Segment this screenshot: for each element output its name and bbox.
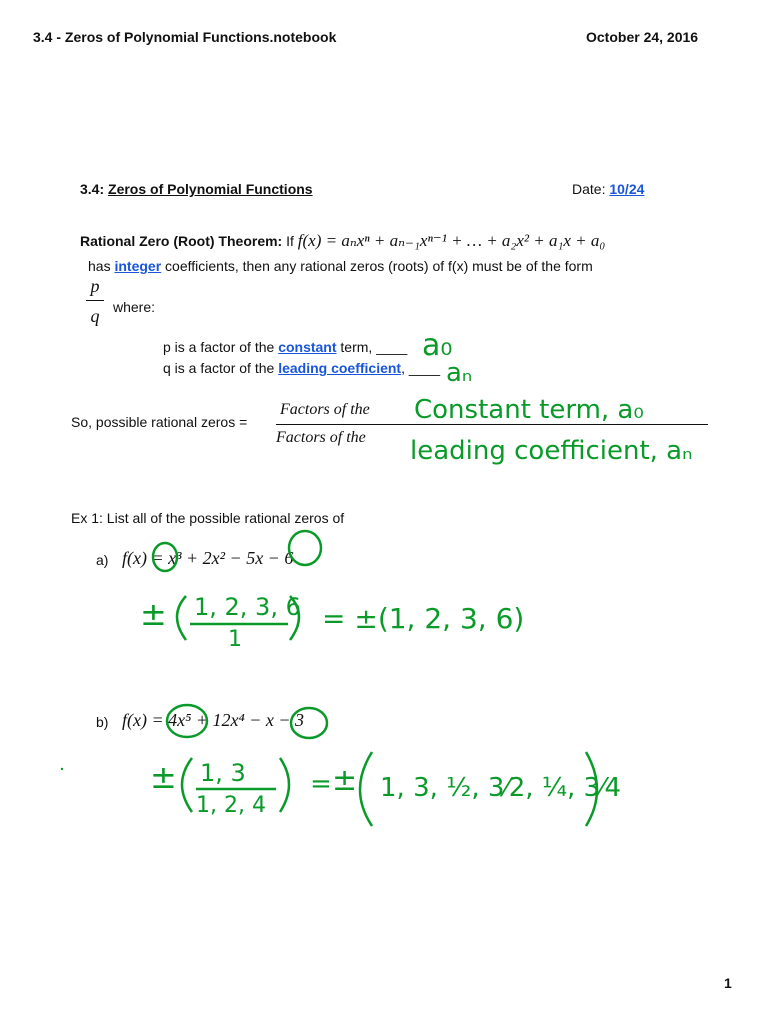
example-a-label: a) [96,552,109,568]
so-fraction-bar [276,424,708,425]
hw-denominator: leading coefficient, aₙ [410,436,693,466]
hw-dot [61,768,63,770]
hw-paren-close-b2 [586,752,597,826]
section-date [572,181,644,197]
so-denominator: Factors of the [276,429,366,446]
theorem-line-2 [88,258,593,274]
q-definition [163,360,440,376]
hw-paren-open-a [177,596,186,640]
example-a-formula: f(x) = x³ + 2x² − 5x − 6 [122,548,294,568]
section-number: 3.4: [80,181,105,197]
theorem-line [80,231,605,251]
theorem-line-2-text: coefficients, then any rational zeros (roots) of f(x) must be of the form [165,258,593,274]
theorem-if: If [286,233,294,249]
hw-b-result: 1, 3, ½, 3⁄2, ¼, 3⁄4 [380,773,621,803]
where-text: where: [113,299,156,315]
p-definition-text: p is a factor of the [163,339,275,355]
hw-a-den: 1 [228,627,242,652]
hw-paren-close-b [280,758,289,812]
example-b-formula: f(x) = 4x⁵ + 12x⁴ − x − 3 [122,710,305,730]
p-definition-tail: term, ____ [340,339,408,355]
hw-paren-open-b2 [360,752,372,826]
hw-an: aₙ [446,358,473,388]
page-number: 1 [724,975,732,991]
p-definition [163,339,407,355]
keyword-leading-coefficient: leading coefficient [278,360,402,376]
theorem-has: has [88,258,111,274]
keyword-constant: constant [278,339,337,355]
theorem-formula: f(x) = aₙxⁿ + aₙ₋₁xⁿ⁻¹ + … + a₂x² + a₁x + a₀ [297,231,606,250]
date-label: Date: [572,181,606,197]
q-definition-tail: , ____ [401,360,441,376]
fraction-p: p [90,276,100,296]
hw-pm-b: ± [150,758,177,796]
hw-b-equals: = [310,769,332,799]
section-heading [80,181,313,197]
hw-numerator: Constant term, a₀ [414,395,644,425]
q-definition-text: q is a factor of the [163,360,275,376]
fraction-bar [86,300,104,301]
hw-b-num: 1, 3 [200,759,246,787]
hw-pm-a: ± [140,595,167,633]
section-title: Zeros of Polynomial Functions [108,181,313,197]
hw-circle-constant-a [289,531,321,565]
example-prompt: Ex 1: List all of the possible rational zeros of [71,510,345,526]
example-b-label: b) [96,714,109,730]
so-numerator: Factors of the [280,401,370,418]
hw-a0: a₀ [422,328,453,363]
hw-paren-open-b [182,758,192,812]
hw-pm-b2: ± [332,763,358,798]
hw-b-den: 1, 2, 4 [196,793,266,818]
fraction-q: q [90,306,100,326]
notebook-date: October 24, 2016 [586,29,699,45]
theorem-name: Rational Zero (Root) Theorem: [80,233,283,249]
so-label: So, possible rational zeros = [71,414,248,430]
date-value: 10/24 [609,181,645,197]
hw-a-result: = ±(1, 2, 3, 6) [322,602,525,635]
hw-paren-close-a [290,596,299,640]
notebook-title: 3.4 - Zeros of Polynomial Functions.notebook [33,29,337,45]
hw-a-num: 1, 2, 3, 6 [194,593,301,621]
keyword-integer: integer [114,258,162,274]
